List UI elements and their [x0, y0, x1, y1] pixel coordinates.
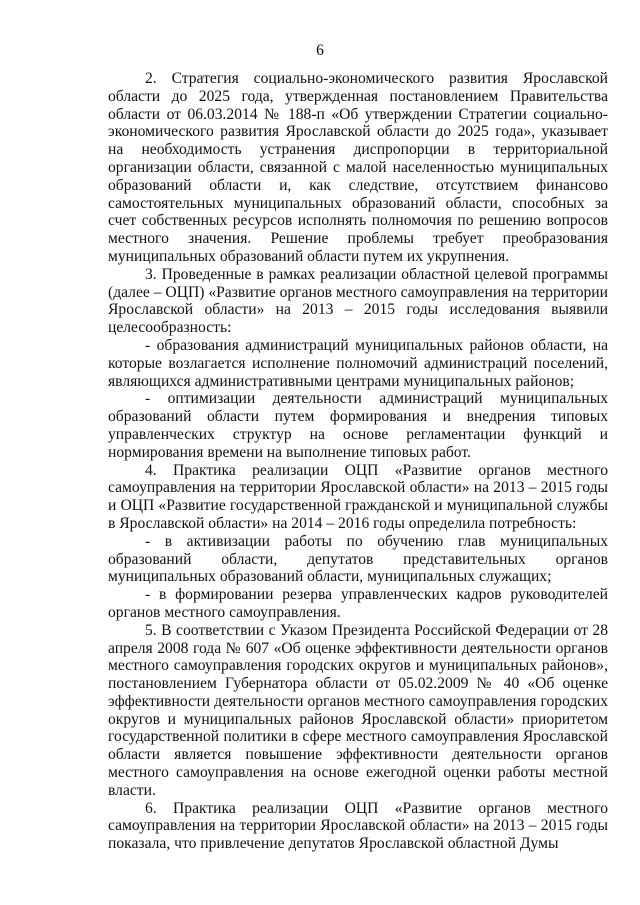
document-body	[108, 70, 608, 853]
page-number: 6	[316, 42, 324, 59]
list-item-training: - в активизации работы по обучению глав муниципальных образований области, депутатов представительных органов муниципальных образований области, муниципальных служащих;	[108, 532, 608, 586]
list-item-reserve: - в формировании резерва управленческих кадров руководителей органов местного самоуправления.	[108, 586, 608, 621]
paragraph-ocp-practice: 4. Практика реализации ОЦП «Развитие органов местного самоуправления на территории Ярославской области» на 2013 – 2015 годы и ОЦП «Развитие государственной гражданской и муниципальной службы в Ярославской области» на 2014 – 2016 годы определила потребность:	[108, 461, 608, 532]
list-item-optimization: - оптимизации деятельности администраций муниципальных образований области путем формирования и внедрения типовых управленческих структур на основе регламентации функций и нормирования времени на выполнение типовых работ.	[108, 390, 608, 461]
paragraph-ocp-practice-deputies: 6. Практика реализации ОЦП «Развитие органов местного самоуправления на территории Ярославской области» на 2013 – 2015 годы показала, что привлечение депутатов Ярославской областной Думы	[108, 799, 608, 853]
list-item-administrations: - образования администраций муниципальных районов области, на которые возлагается исполнение полномочий администраций поселений, являющихся административными центрами муниципальных районов;	[108, 336, 608, 390]
paragraph-strategy: 2. Стратегия социально-экономического развития Ярославской области до 2025 года, утвержденная постановлением Правительства области от 06.03.2014 № 188-п «Об утверждении Стратегии социально-экономического развития Ярославской области до 2025 года», указывает на необходимость устранения диспропорции в территориальной организации области, связанной с малой населенностью муниципальных образований области и, как следствие, отсутствием финансово самостоятельных муниципальных образований области, способных за счет собственных ресурсов исполнять полномочия по решению вопросов местного значения. Решение проблемы требует преобразования муниципальных образований области путем их укрупнения.	[108, 70, 608, 265]
paragraph-president-decree: 5. В соответствии с Указом Президента Российской Федерации от 28 апреля 2008 года № 607 «Об оценке эффективности деятельности органов местного самоуправления городских округов и муниципальных районов», постановлением Губернатора области от 05.02.2009 № 40 «Об оценке эффективности деятельности органов местного самоуправления городских округов и муниципальных районов Ярославской области» приоритетом государственной политики в сфере местного самоуправления Ярославской области является повышение эффективности деятельности органов местного самоуправления на основе ежегодной оценки работы местной власти.	[108, 621, 608, 799]
paragraph-ocp-research: 3. Проведенные в рамках реализации областной целевой программы (далее – ОЦП) «Развитие органов местного самоуправления на территории Ярославской области» на 2013 – 2015 годы исследования выявили целесообразность:	[108, 265, 608, 337]
